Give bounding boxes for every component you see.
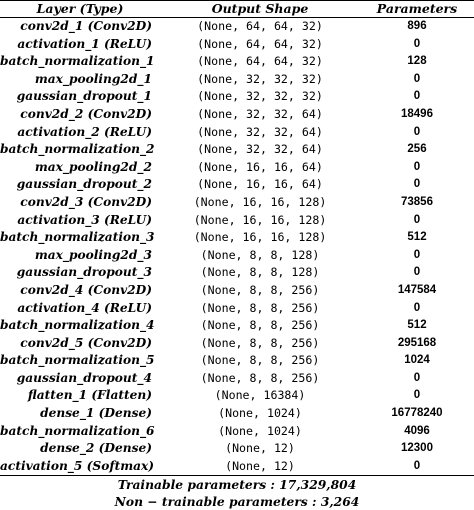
output-shape: (None, 8, 8, 256) xyxy=(200,300,320,315)
layer-cell: conv2d_5 (Conv2D) xyxy=(20,335,152,350)
parameter-count: 1024 xyxy=(404,354,430,367)
layer-type: Dense xyxy=(104,406,147,421)
output-shape: (None, 8, 8, 256) xyxy=(200,318,320,333)
parameter-count: 128 xyxy=(407,55,427,68)
parameter-count: 0 xyxy=(413,37,421,50)
header-layer-type: Layer (Type) xyxy=(0,1,160,18)
table-row xyxy=(0,300,474,318)
layer-type: ReLU xyxy=(109,124,147,139)
table-row xyxy=(0,212,474,230)
layer-cell: activation_5 (Softmax) xyxy=(0,458,160,476)
layer-type: Flatten xyxy=(97,388,147,403)
parameter-count: 0 xyxy=(413,90,421,103)
parameter-count: 0 xyxy=(413,72,421,85)
layer-name: dense_2 xyxy=(40,441,95,456)
layer-cell xyxy=(0,370,160,388)
layer-cell: dense_2 (Dense) xyxy=(40,441,152,456)
table-row xyxy=(0,229,474,247)
parameter-count: 0 xyxy=(413,301,421,314)
layer-name: gaussian_dropout_3 xyxy=(16,265,152,280)
parameter-count: 896 xyxy=(407,20,427,32)
layer-name: dense_1 xyxy=(40,406,95,421)
output-shape: (None, 8, 8, 256) xyxy=(200,335,320,350)
layer-type: ReLU xyxy=(109,300,147,315)
table-row xyxy=(0,88,474,106)
parameter-count: 0 xyxy=(360,458,474,476)
header-output-shape: Output Shape xyxy=(160,1,360,18)
output-shape: (None, 8, 8, 128) xyxy=(200,247,320,262)
parameter-count: 4096 xyxy=(404,424,430,437)
parameter-count: 16778240 xyxy=(391,407,443,420)
table-row xyxy=(0,247,474,265)
output-shape: (None, 16, 16, 128) xyxy=(193,194,327,209)
layer-cell: activation_4 (ReLU) xyxy=(17,300,152,315)
layer-name: max_pooling2d_1 xyxy=(34,71,152,86)
table-row xyxy=(0,282,474,300)
table-row xyxy=(0,370,474,388)
layer-name: conv2d_2 xyxy=(20,106,84,121)
layer-name: batch_normalization_3 xyxy=(0,230,155,245)
layer-cell: conv2d_4 (Conv2D) xyxy=(20,282,152,297)
table-row xyxy=(0,36,474,54)
output-shape: (None, 64, 64, 32) xyxy=(197,54,323,69)
parameter-count: 256 xyxy=(407,143,427,156)
table-row xyxy=(0,335,474,353)
output-shape: (None, 16, 16, 128) xyxy=(193,212,327,227)
layer-name: batch_normalization_6 xyxy=(0,423,155,438)
layer-type: Conv2D xyxy=(93,335,147,350)
layer-cell xyxy=(0,229,160,247)
layer-cell xyxy=(0,264,160,282)
parameter-count: 295168 xyxy=(397,336,437,349)
layer-name: activation_4 xyxy=(17,300,100,315)
non-trainable-parameters: Non − trainable parameters : 3,264 xyxy=(114,494,360,510)
layer-name: batch_normalization_1 xyxy=(0,54,155,69)
layer-cell xyxy=(0,141,160,159)
table-body xyxy=(0,18,474,476)
parameter-count: 0 xyxy=(413,160,421,173)
layer-cell xyxy=(0,352,160,370)
layer-cell: flatten_1 (Flatten) xyxy=(27,388,152,403)
layer-cell: activation_1 (ReLU) xyxy=(17,36,152,51)
layer-name: gaussian_dropout_1 xyxy=(16,89,152,104)
layer-type: Conv2D xyxy=(93,106,147,121)
table-row xyxy=(0,352,474,370)
header-parameters: Parameters xyxy=(360,1,474,18)
output-shape: (None, 8, 8, 256) xyxy=(200,282,320,297)
layer-cell: conv2d_3 (Conv2D) xyxy=(20,194,152,209)
output-shape: (None, 1024) xyxy=(218,406,302,421)
output-shape: (None, 64, 64, 32) xyxy=(197,36,323,51)
layer-type: Dense xyxy=(104,441,147,456)
parameter-count: 0 xyxy=(413,248,421,261)
layer-cell xyxy=(0,71,160,89)
output-shape: (None, 8, 8, 128) xyxy=(200,265,320,280)
table-row xyxy=(0,264,474,282)
layer-name: max_pooling2d_2 xyxy=(34,159,152,174)
table-row xyxy=(0,458,474,476)
layer-cell: dense_1 (Dense) xyxy=(40,406,152,421)
layer-cell: activation_3 (ReLU) xyxy=(17,212,152,227)
parameter-count: 147584 xyxy=(397,283,437,296)
output-shape: (None, 1024) xyxy=(218,423,302,438)
layer-type: ReLU xyxy=(109,36,147,51)
layer-name: conv2d_5 xyxy=(20,335,84,350)
output-shape: (None, 16, 16, 64) xyxy=(197,177,323,192)
parameter-count: 18496 xyxy=(401,107,433,120)
layer-name: conv2d_4 xyxy=(20,282,84,297)
output-shape: (None, 8, 8, 256) xyxy=(200,353,320,368)
parameter-count: 0 xyxy=(413,266,421,279)
layer-type: Conv2D xyxy=(93,194,147,209)
parameter-count: 512 xyxy=(407,231,427,244)
layer-cell xyxy=(0,423,160,441)
output-shape: (None, 32, 32, 64) xyxy=(197,142,323,157)
table-row xyxy=(0,423,474,441)
output-shape: (None, 16, 16, 128) xyxy=(193,230,327,245)
layer-type: Conv2D xyxy=(93,19,147,33)
output-shape: (None, 8, 8, 256) xyxy=(200,370,320,385)
table-row xyxy=(0,440,474,458)
layer-cell xyxy=(0,88,160,106)
table-header xyxy=(0,1,474,18)
header-row xyxy=(0,1,474,18)
output-shape: (None, 32, 32, 32) xyxy=(197,71,323,86)
parameter-count: 512 xyxy=(407,319,427,332)
table-row xyxy=(0,176,474,194)
parameter-count: 73856 xyxy=(401,195,433,208)
layer-name: conv2d_3 xyxy=(20,194,84,209)
parameter-count: 0 xyxy=(413,213,421,226)
output-shape: (None, 32, 32, 64) xyxy=(197,106,323,121)
table-row xyxy=(0,106,474,124)
layer-name: gaussian_dropout_4 xyxy=(16,370,152,385)
layer-cell: conv2d_2 (Conv2D) xyxy=(20,106,152,121)
parameter-count: 0 xyxy=(413,125,421,138)
layer-type: ReLU xyxy=(109,212,147,227)
layer-cell xyxy=(0,247,160,265)
layer-cell xyxy=(0,317,160,335)
layer-type: Conv2D xyxy=(93,282,147,297)
output-shape: (None, 12) xyxy=(160,458,360,476)
layer-cell: conv2d_1 (Conv2D) xyxy=(20,19,152,33)
layer-name: activation_3 xyxy=(17,212,100,227)
table-row xyxy=(0,53,474,71)
layer-cell xyxy=(0,159,160,177)
table-row xyxy=(0,159,474,177)
layer-name: activation_2 xyxy=(17,124,100,139)
layer-name: gaussian_dropout_2 xyxy=(16,177,152,192)
output-shape: (None, 32, 32, 64) xyxy=(197,124,323,139)
layer-name: activation_5 xyxy=(0,458,83,473)
parameter-count: 12300 xyxy=(401,442,433,455)
layer-name: batch_normalization_2 xyxy=(0,142,155,157)
trainable-parameters: Trainable parameters : 17,329,804 xyxy=(117,477,357,493)
layer-name: batch_normalization_5 xyxy=(0,353,155,368)
output-shape: (None, 64, 64, 32) xyxy=(197,19,323,33)
parameter-count: 0 xyxy=(413,178,421,191)
layer-cell: activation_2 (ReLU) xyxy=(17,124,152,139)
layer-cell xyxy=(0,176,160,194)
parameter-count: 0 xyxy=(413,371,421,384)
layer-name: activation_1 xyxy=(17,36,100,51)
parameter-count: 0 xyxy=(413,389,421,402)
table-row xyxy=(0,141,474,159)
table-row xyxy=(0,387,474,405)
layer-type: Softmax xyxy=(92,458,149,473)
output-shape: (None, 16384) xyxy=(214,388,306,403)
layer-name: conv2d_1 xyxy=(20,19,84,33)
table-row xyxy=(0,194,474,212)
table-row xyxy=(0,317,474,335)
output-shape: (None, 12) xyxy=(225,441,295,456)
layer-name: flatten_1 xyxy=(27,388,88,403)
output-shape: (None, 16, 16, 64) xyxy=(197,159,323,174)
table-row xyxy=(0,405,474,423)
layer-name: max_pooling2d_3 xyxy=(34,247,152,262)
output-shape: (None, 32, 32, 32) xyxy=(197,89,323,104)
table-row xyxy=(0,18,474,36)
table-row xyxy=(0,124,474,142)
table-row xyxy=(0,71,474,89)
layer-name: batch_normalization_4 xyxy=(0,318,155,333)
layer-cell xyxy=(0,53,160,71)
